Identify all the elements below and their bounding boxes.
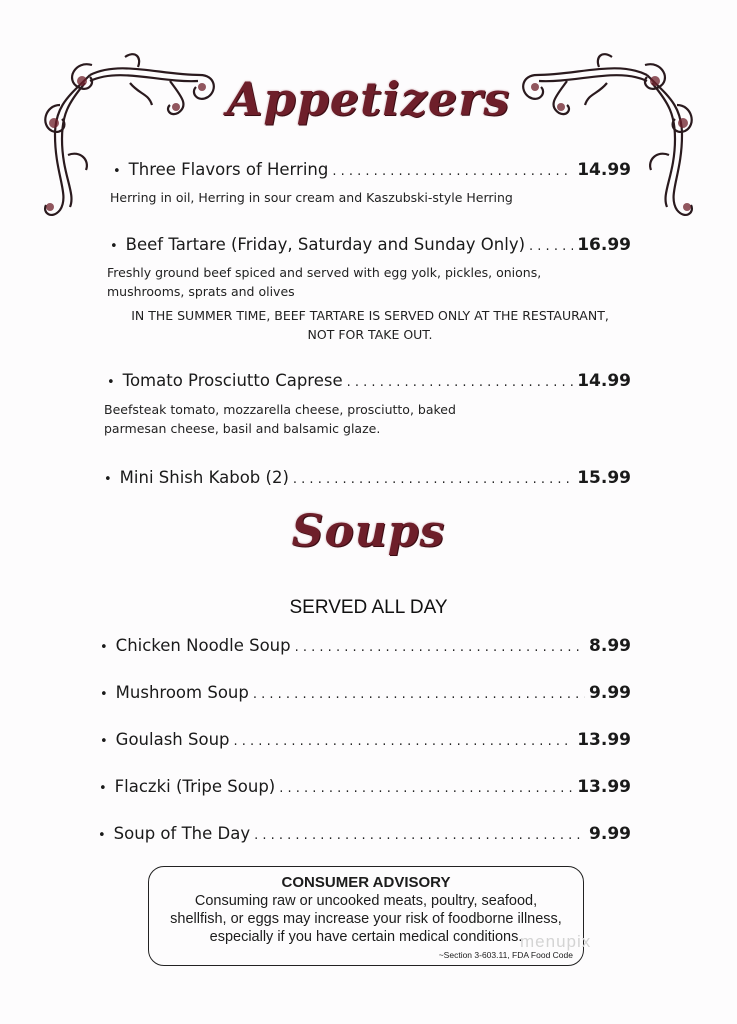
item-name: Mushroom Soup <box>115 683 249 702</box>
bullet-icon: • <box>113 164 121 179</box>
item-description <box>107 263 541 301</box>
item-price: 9.99 <box>589 683 631 703</box>
item-price: 13.99 <box>577 777 631 797</box>
item-name: Chicken Noodle Soup <box>115 636 291 655</box>
item-price: 13.99 <box>577 730 631 750</box>
dot-leader <box>293 472 573 487</box>
advisory-title: CONSUMER ADVISORY <box>281 874 451 891</box>
menu-item <box>99 777 631 797</box>
menu-item <box>107 371 631 391</box>
item-notice <box>100 306 640 344</box>
item-description <box>104 400 456 438</box>
description-line: Freshly ground beef spiced and served with egg yolk, pickles, onions, <box>107 265 542 280</box>
bullet-icon: • <box>110 239 118 254</box>
item-price: 14.99 <box>577 160 631 180</box>
item-price: 16.99 <box>577 235 631 255</box>
menu-item <box>100 730 631 750</box>
bullet-icon: • <box>98 828 106 843</box>
description-line: mushrooms, sprats and olives <box>107 284 295 299</box>
item-name: Tomato Prosciutto Caprese <box>122 371 343 390</box>
bullet-icon: • <box>104 472 112 487</box>
bullet-icon: • <box>100 640 108 655</box>
menu-item <box>100 636 631 656</box>
notice-line: NOT FOR TAKE OUT. <box>307 327 433 342</box>
item-name: Beef Tartare (Friday, Saturday and Sunday Only) <box>125 235 526 254</box>
dot-leader <box>253 687 585 702</box>
dot-leader <box>347 375 574 390</box>
item-name: Three Flavors of Herring <box>128 160 329 179</box>
bullet-icon: • <box>99 781 107 796</box>
bullet-icon: • <box>100 734 108 749</box>
menu-item <box>98 824 631 844</box>
menu-item <box>110 235 631 255</box>
description-line: parmesan cheese, basil and balsamic glaze. <box>104 421 381 436</box>
advisory-text: Consuming raw or uncooked meats, poultry, seafood, <box>194 893 538 909</box>
menu-item <box>113 160 631 180</box>
item-price: 14.99 <box>577 371 631 391</box>
item-description: Herring in oil, Herring in sour cream and Kaszubski-style Herring <box>110 190 513 205</box>
dot-leader <box>279 781 573 796</box>
bullet-icon: • <box>107 375 115 390</box>
soups-heading: Soups <box>291 506 446 557</box>
menu-item <box>104 468 631 488</box>
dot-leader <box>254 828 585 843</box>
watermark: menupix <box>520 932 592 951</box>
item-name: Flaczki (Tripe Soup) <box>114 777 276 796</box>
advisory-citation: ~Section 3-603.11, FDA Food Code <box>438 950 573 960</box>
dot-leader <box>234 734 574 749</box>
bullet-icon: • <box>100 687 108 702</box>
dot-leader <box>295 640 585 655</box>
description-line: Beefsteak tomato, mozzarella cheese, prosciutto, baked <box>104 402 456 417</box>
item-name: Soup of The Day <box>113 824 251 843</box>
menu-item <box>100 683 631 703</box>
consumer-advisory-box <box>148 866 584 966</box>
advisory-text: shellfish, or eggs may increase your risk of foodborne illness, <box>170 911 562 927</box>
dot-leader <box>529 239 573 254</box>
item-name: Mini Shish Kabob (2) <box>119 468 289 487</box>
flourish-ornament-icon <box>517 35 707 225</box>
appetizers-heading: Appetizers <box>226 72 511 126</box>
item-price: 8.99 <box>589 636 631 656</box>
item-price: 15.99 <box>577 468 631 488</box>
item-price: 9.99 <box>589 824 631 844</box>
dot-leader <box>332 164 573 179</box>
item-name: Goulash Soup <box>115 730 230 749</box>
notice-line: IN THE SUMMER TIME, BEEF TARTARE IS SERVED ONLY AT THE RESTAURANT, <box>131 308 609 323</box>
advisory-text: especially if you have certain medical conditions. <box>209 929 523 945</box>
soups-subheading: SERVED ALL DAY <box>289 597 448 618</box>
